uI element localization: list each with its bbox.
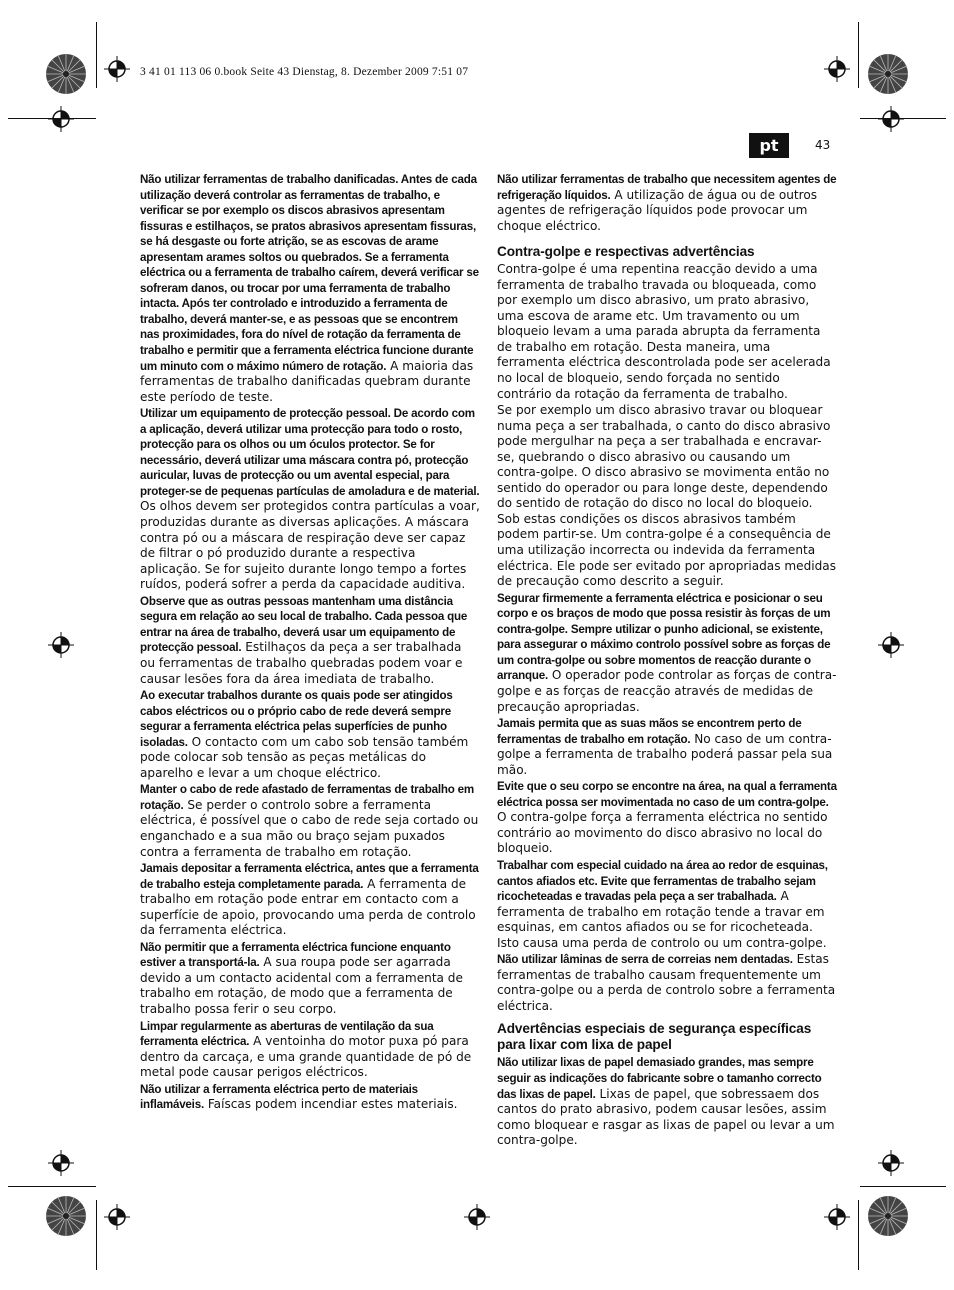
registration-mark-bottom-left-icon — [104, 1204, 130, 1230]
registration-mark-right-middle-icon — [878, 632, 904, 658]
section-heading-kickback: Contra-golpe e respectivas advertências — [497, 244, 755, 260]
registration-mark-left-lower-icon — [48, 1150, 74, 1176]
star-target-top-right-icon — [866, 52, 910, 96]
section-heading-sanding: Advertências especiais de segurança específicas para lixar com lixa de papel — [497, 1021, 812, 1053]
paragraph: Jamais permita que as suas mãos se encontrem perto de ferramentas de trabalho em rotação. No caso de um contra-golpe a ferramenta de trabalho poderá passar pela sua mão. — [497, 717, 833, 777]
registration-mark-left-upper-icon — [48, 106, 74, 132]
left-column — [140, 172, 480, 1114]
page-number: 43 — [815, 138, 831, 152]
star-target-bottom-right-icon — [866, 1194, 910, 1238]
paragraph: Não utilizar lâminas de serra de correias nem dentadas. Estas ferramentas de trabalho causam frequentemente um contra-golpe ou a perda de controlo sobre a ferramenta eléctrica. — [497, 952, 836, 1013]
right-column — [497, 172, 837, 1150]
paragraph: Não permitir que a ferramenta eléctrica funcione enquanto estiver a transportá-la. A sua roupa pode ser agarrada devido a um contacto acidental com a ferramenta de trabalho em rotação, de modo que a ferramenta de trabalho possa ferir o seu corpo. — [140, 940, 463, 1016]
registration-mark-bottom-right-icon — [824, 1204, 850, 1230]
paragraph: Trabalhar com especial cuidado na área ao redor de esquinas, cantos afiados etc. Evite que ferramentas de trabalho sejam ricocheteadas e travadas pela peça a ser trabalhada. A ferramenta de trabalho em rotação tende a travar em esquinas, em cantos afiados ou se for ricocheteada. Isto causa uma perda de controlo ou um contra-golpe. — [497, 858, 828, 950]
paragraph: Não utilizar lixas de papel demasiado grandes, mas sempre seguir as indicações do fabricante sobre o tamanho correcto das lixas de papel. Lixas de papel, que sobressaem dos cantos do prato abrasivo, podem causar lesões, assim como bloquear e rasgar as lixas de papel ou levar a um contra-golpe. — [497, 1056, 835, 1148]
registration-mark-bottom-center-icon — [464, 1204, 490, 1230]
paragraph: Segurar firmemente a ferramenta eléctrica e posicionar o seu corpo e os braços de modo que possa resistir às forças de um contra-golpe. Sempre utilizar o punho adicional, se existente, para assegurar o máximo controlo possível sobre as forças de um contra-golpe ou sobre momentos de reacção durante o arranque. O operador pode controlar as forças de contra-golpe e as forças de reacção através de medidas de precaução apropriadas. — [497, 591, 837, 714]
paragraph: Limpar regularmente as aberturas de ventilação da sua ferramenta eléctrica. A ventoinha do motor puxa pó para dentro da carcaça, e uma grande quantidade de pó de metal pode causar perigos eléctricos. — [140, 1019, 472, 1080]
registration-mark-left-middle-icon — [48, 632, 74, 658]
star-target-top-left-icon — [44, 52, 88, 96]
paragraph: Observe que as outras pessoas mantenham uma distância segura em relação ao seu local de trabalho. Cada pessoa que entrar na área de trabalho, deverá usar um equipamento de protecção pessoal. Estilhaços da peça a ser trabalhada ou ferramentas de trabalho quebradas podem voar e causar lesões fora da área imediata de trabalho. — [140, 594, 468, 686]
registration-mark-top-right-icon — [824, 56, 850, 82]
registration-mark-right-upper-icon — [878, 106, 904, 132]
registration-mark-right-lower-icon — [878, 1150, 904, 1176]
paragraph: Se por exemplo um disco abrasivo travar ou bloquear numa peça a ser trabalhada, o canto do disco abrasivo pode mergulhar na peça a ser trabalhada e encravar-se, quebrando o disco abrasivo ou causando um contra-golpe. O disco abrasivo se movimenta então no sentido do operador ou para longe deste, dependendo do sentido de rotação do disco no local do bloqueio. Sob estas condições os discos abrasivos também podem partir-se. Um contra-golpe é a consequência de uma utilização incorrecta ou indevida da ferramenta eléctrica. Ele pode ser evitado por apropriadas medidas de precaução como descrito a seguir. — [497, 403, 837, 589]
paragraph: Ao executar trabalhos durante os quais pode ser atingidos cabos eléctricos ou o próprio cabo de rede deverá sempre segurar a ferramenta eléctrica pelas superfícies de punho isoladas. O contacto com um cabo sob tensão também pode colocar sob tensão as peças metálicas do aparelho e levar a um choque eléctrico. — [140, 689, 469, 780]
registration-mark-top-left-icon — [104, 56, 130, 82]
paragraph: Evite que o seu corpo se encontre na área, na qual a ferramenta eléctrica possa ser movimentada no caso de um contra-golpe. O contra-golpe força a ferramenta eléctrica no sentido contrário ao movimento do disco abrasivo no local do bloqueio. — [497, 780, 837, 856]
paragraph: Não utilizar ferramentas de trabalho que necessitem agentes de refrigeração líquidos. A utilização de água ou de outros agentes de refrigeração líquidos pode provocar um choque eléctrico. — [497, 173, 837, 233]
paragraph: Não utilizar a ferramenta eléctrica perto de materiais inflamáveis. Faíscas podem incendiar estes materiais. — [140, 1082, 458, 1112]
star-target-bottom-left-icon — [44, 1194, 88, 1238]
paragraph: Jamais depositar a ferramenta eléctrica, antes que a ferramenta de trabalho esteja completamente parada. A ferramenta de trabalho em rotação pode entrar em contacto com a superfície de apoio, provocando uma perda de controlo da ferramenta eléctrica. — [140, 862, 479, 938]
file-slug: 3 41 01 113 06 0.book Seite 43 Dienstag, 8. Dezember 2009 7:51 07 — [140, 66, 469, 78]
language-badge: pt — [749, 133, 789, 158]
paragraph: Manter o cabo de rede afastado de ferramentas de trabalho em rotação. Se perder o controlo sobre a ferramenta eléctrica, é possível que o cabo de rede seja cortado ou enganchado e a sua mão ou braço sejam puxados contra a ferramenta de trabalho em rotação. — [140, 783, 479, 859]
paragraph: Contra-golpe é uma repentina reacção devido a uma ferramenta de trabalho travada ou bloqueada, como por exemplo um disco abrasivo, um prato abrasivo, uma escova de arame etc. Um travamento ou um bloqueio levam a uma parada abrupta da ferramenta de trabalho em rotação. Desta maneira, uma ferramenta eléctrica descontrolada pode ser acelerada no local de bloqueio, sendo forçada no sentido contrário da rotação da ferramenta de trabalho. — [497, 262, 831, 401]
paragraph: Não utilizar ferramentas de trabalho danificadas. Antes de cada utilização deverá controlar as ferramentas de trabalho, e verificar se por exemplo os discos abrasivos apresentam fissuras e estilhaços, se pratos abrasivos apresentam fissuras, se há desgaste ou forte atrição, se as escovas de arame apresentam arames soltos ou quebrados. Se a ferramenta eléctrica ou a ferramenta de trabalho caírem, deverá verificar se sofreram danos, ou trocar por uma ferramenta de trabalho intacta. Após ter controlado e introduzido a ferramenta de trabalho, deverá manter-se, e as pessoas que se encontrem nas proximidades, fora do nível de rotação da ferramenta de trabalho e permitir que a ferramenta eléctrica funcione durante um minuto com o máximo número de rotação. A maioria das ferramentas de trabalho danificadas quebram durante este período de teste. — [140, 173, 479, 404]
paragraph: Utilizar um equipamento de protecção pessoal. De acordo com a aplicação, deverá utilizar uma protecção para todo o rosto, protecção para os olhos ou um óculos protector. Se for necessário, deverá utilizar uma máscara contra pó, protecção auricular, luvas de protecção ou um avental especial, para proteger-se de pequenas partículas de amoladura e de material. Os olhos devem ser protegidos contra partículas a voar, produzidas durante as diversas aplicações. A máscara contra pó ou a máscara de respiração deve ser capaz de filtrar o pó produzido durante a respectiva aplicação. Se for sujeito durante longo tempo a fortes ruídos, poderá sofrer a perda da capacidade auditiva. — [140, 407, 480, 592]
